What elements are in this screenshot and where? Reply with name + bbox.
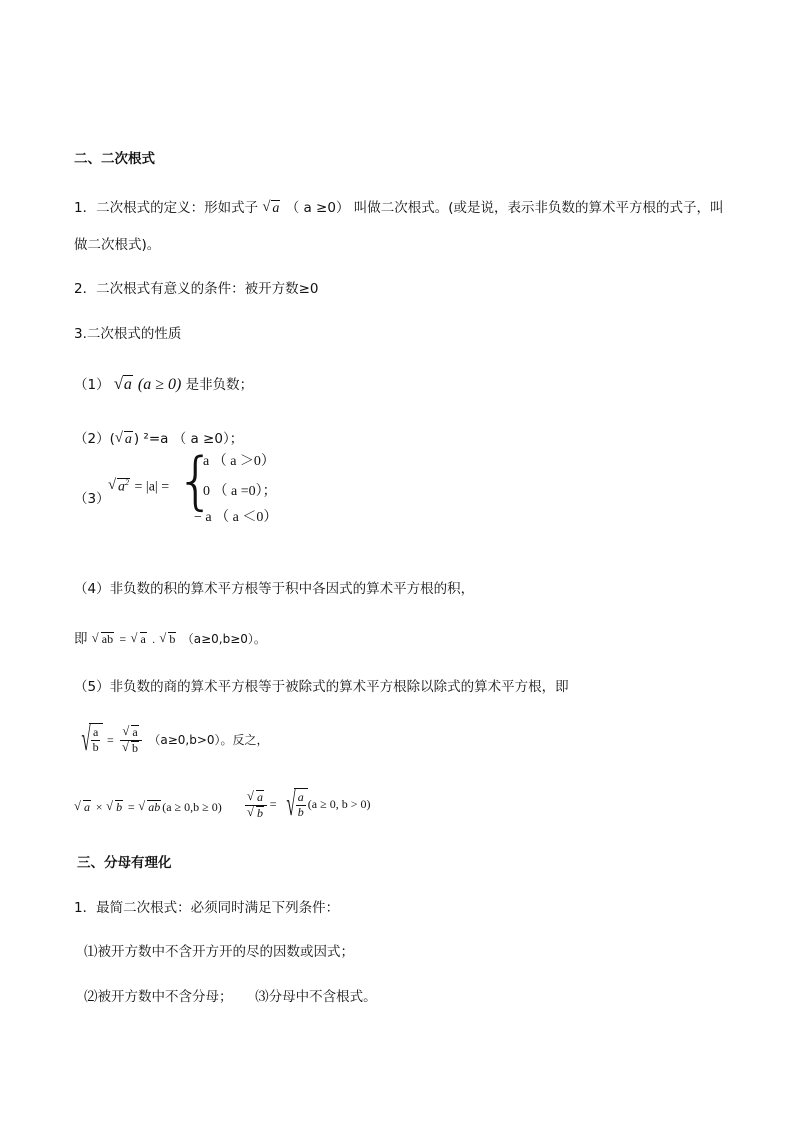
section-title-rationalizing: 三、分母有理化 [77, 855, 172, 871]
property-2-sqrt: √ a [115, 432, 134, 447]
property-1 [74, 373, 253, 394]
property-4-condition: （a≥0,b≥0）。 [181, 632, 266, 646]
property-5-formula-line [72, 723, 269, 757]
equals-sign: = [119, 632, 127, 646]
piecewise-case-positive: a （ a ＞0） [203, 454, 275, 469]
meaning-condition: 2．二次根式有意义的条件：被开方数≥0 [74, 281, 319, 297]
definition-suffix: 叫做二次根式。(或是说，表示非负数的算术平方根的式子，叫 [353, 200, 724, 216]
property-2-label: （2）( [74, 431, 115, 447]
property-3-label: （3） [74, 491, 110, 507]
sqrt-a-over-b: √ $\frac{a}{b}$ [72, 723, 103, 757]
condition-2-3 [84, 985, 377, 1005]
condition-3: ⑶分母中不含根式。 [255, 989, 377, 1005]
dot-sign: . [152, 632, 156, 646]
section-title-radicals: 二、二次根式 [74, 151, 155, 167]
quotient-rule-condition: (a ≥ 0, b > 0) [307, 796, 371, 811]
equals-sign-2: = [106, 733, 114, 747]
property-1-text: 是非负数； [185, 377, 254, 393]
sqrt-a-over-sqrt-b: √ a √ b [120, 725, 142, 756]
properties-title: 3.二次根式的性质 [74, 326, 182, 342]
product-rule-condition: (a ≥ 0,b ≥ 0) [162, 800, 222, 814]
quotient-rule-formula: √ a √ b = √ $\frac{a}{b}$ (a ≥ 0, b > 0) [243, 788, 370, 822]
property-2 [74, 427, 243, 448]
condition-2: ⑵被开方数中不含分母； [84, 989, 233, 1005]
property-4-formula-line [74, 627, 266, 647]
definition-prefix: 1．二次根式的定义：形如式子 [74, 200, 259, 216]
sqrt-b: √ b [159, 632, 177, 646]
property-5-text: （5）非负数的商的算术平方根等于被除式的算术平方根除以除式的算术平方根，即 [74, 679, 569, 695]
property-5-condition: （a≥0,b>0）。反之， [148, 733, 269, 747]
definition-line [74, 196, 724, 217]
condition-1: ⑴被开方数中不含开方开的尽的因数或因式； [84, 944, 354, 960]
property-4-text: （4）非负数的积的算术平方根等于积中各因式的算术平方根的积， [74, 581, 475, 597]
sqrt-a: √ a [131, 632, 148, 646]
property-4-prefix: 即 [74, 631, 88, 647]
definition-condition: （ a ≥0） [285, 200, 350, 216]
sqrt-a-formula: √ a [262, 201, 281, 216]
simplest-radical-definition: 1．最简二次根式：必须同时满足下列条件： [74, 900, 340, 916]
property-1-formula: √ a (a ≥ 0) [114, 376, 181, 393]
piecewise-case-zero: 0 （ a =0）； [203, 484, 277, 499]
piecewise-case-negative: − a （ a ＜0） [194, 510, 278, 525]
property-3-equals: = |a| = [134, 479, 170, 495]
definition-continuation: 做二次根式)。 [74, 237, 161, 253]
property-1-label: （1） [74, 377, 110, 393]
product-rule-formula: √ a × √ b = √ ab (a ≥ 0,b ≥ 0) [74, 800, 222, 815]
piecewise-brace: { [176, 444, 216, 517]
property-2-rest: ) ²=a （ a ≥0）； [133, 431, 244, 447]
property-1-condition: (a ≥ 0) [137, 376, 182, 393]
sqrt-ab: √ ab [92, 632, 115, 646]
property-3-lhs: √ $a^2 = |a|$ = [108, 478, 169, 496]
